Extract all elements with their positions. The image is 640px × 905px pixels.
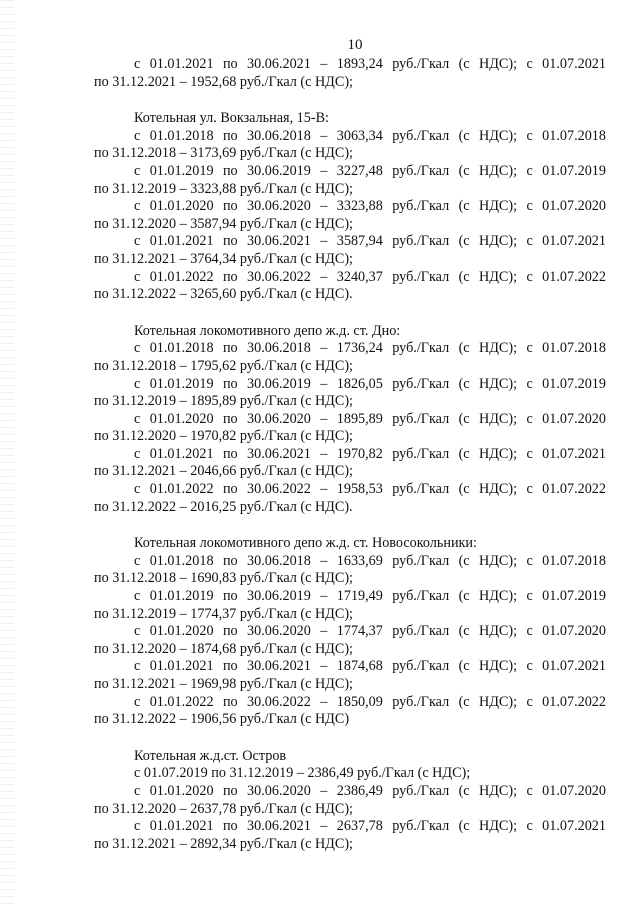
tariff-line: по 31.12.2022 – 3265,60 руб./Гкал (с НДС).	[94, 286, 353, 303]
tariff-line: с 01.01.2020 по 30.06.2020 – 3323,88 руб./Гкал (с НДС); с 01.07.2020	[134, 198, 606, 215]
tariff-line: по 31.12.2020 – 3587,94 руб./Гкал (с НДС);	[94, 215, 353, 232]
tariff-line: по 31.12.2022 – 2016,25 руб./Гкал (с НДС).	[94, 498, 353, 515]
tariff-line: по 31.12.2018 – 1795,62 руб./Гкал (с НДС);	[94, 357, 353, 374]
tariff-line: по 31.12.2021 – 3764,34 руб./Гкал (с НДС);	[94, 250, 353, 267]
tariff-line: по 31.12.2021 – 1969,98 руб./Гкал (с НДС);	[94, 676, 353, 692]
tariff-line: с 01.07.2019 по 31.12.2019 – 2386,49 руб./Гкал (с НДС);	[134, 765, 471, 782]
section-heading: Котельная ул. Вокзальная, 15-В:	[134, 110, 329, 127]
tariff-line: по 31.12.2019 – 3323,88 руб./Гкал (с НДС);	[94, 180, 353, 197]
tariff-line: по 31.12.2021 – 2046,66 руб./Гкал (с НДС);	[94, 463, 353, 480]
document-body	[94, 56, 606, 853]
tariff-line: по 31.12.2020 – 2637,78 руб./Гкал (с НДС);	[94, 800, 353, 817]
page-number: 10	[347, 37, 363, 53]
section-heading: Котельная локомотивного депо ж.д. ст. Дно:	[134, 322, 401, 339]
tariff-line: по 31.12.2018 – 3173,69 руб./Гкал (с НДС);	[94, 145, 353, 162]
tariff-line: по 31.12.2022 – 1906,56 руб./Гкал (с НДС)	[94, 711, 350, 728]
section-spacer	[94, 516, 606, 535]
tariff-line: с 01.01.2018 по 30.06.2018 – 3063,34 руб./Гкал (с НДС); с 01.07.2018	[134, 127, 606, 144]
tariff-line: по 31.12.2018 – 1690,83 руб./Гкал (с НДС);	[94, 570, 353, 587]
tariff-line: по 31.12.2020 – 1874,68 руб./Гкал (с НДС);	[94, 640, 353, 657]
top-block-line-1: с 01.01.2021 по 30.06.2021 – 1893,24 руб./Гкал (с НДС); с 01.07.2021	[134, 56, 606, 72]
tariff-line: с 01.01.2021 по 30.06.2021 – 1874,68 руб./Гкал (с НДС); с 01.07.2021	[134, 658, 606, 675]
tariff-line: с 01.01.2019 по 30.06.2019 – 1826,05 руб./Гкал (с НДС); с 01.07.2019	[134, 375, 606, 392]
tariff-line: с 01.01.2020 по 30.06.2020 – 2386,49 руб./Гкал (с НДС); с 01.07.2020	[134, 782, 606, 799]
tariff-line: с 01.01.2018 по 30.06.2018 – 1633,69 руб./Гкал (с НДС); с 01.07.2018	[134, 552, 606, 569]
tariff-sections	[94, 110, 606, 853]
scan-edge-artifact	[0, 0, 14, 905]
tariff-line: с 01.01.2020 по 30.06.2020 – 1774,37 руб./Гкал (с НДС); с 01.07.2020	[134, 623, 606, 640]
tariff-line: с 01.01.2019 по 30.06.2019 – 3227,48 руб./Гкал (с НДС); с 01.07.2019	[134, 162, 606, 179]
tariff-line: с 01.01.2019 по 30.06.2019 – 1719,49 руб./Гкал (с НДС); с 01.07.2019	[134, 588, 606, 605]
tariff-line: с 01.01.2020 по 30.06.2020 – 1895,89 руб./Гкал (с НДС); с 01.07.2020	[134, 410, 606, 427]
tariff-line: по 31.12.2021 – 2892,34 руб./Гкал (с НДС);	[94, 835, 353, 852]
tariff-line: с 01.01.2022 по 30.06.2022 – 3240,37 руб./Гкал (с НДС); с 01.07.2022	[134, 268, 606, 285]
section-heading: Котельная локомотивного депо ж.д. ст. Новосокольники:	[134, 535, 477, 552]
tariff-line: с 01.01.2021 по 30.06.2021 – 3587,94 руб./Гкал (с НДС); с 01.07.2021	[134, 233, 606, 250]
tariff-line: с 01.01.2018 по 30.06.2018 – 1736,24 руб./Гкал (с НДС); с 01.07.2018	[134, 340, 606, 357]
section-spacer	[94, 91, 606, 110]
tariff-line: по 31.12.2020 – 1970,82 руб./Гкал (с НДС);	[94, 428, 353, 445]
tariff-line: по 31.12.2019 – 1774,37 руб./Гкал (с НДС);	[94, 605, 353, 622]
section-spacer	[94, 729, 606, 748]
tariff-line: с 01.01.2022 по 30.06.2022 – 1958,53 руб./Гкал (с НДС); с 01.07.2022	[134, 481, 606, 498]
top-block-line-2: по 31.12.2021 – 1952,68 руб./Гкал (с НДС);	[94, 73, 353, 90]
tariff-line: по 31.12.2019 – 1895,89 руб./Гкал (с НДС);	[94, 393, 353, 410]
tariff-line: с 01.01.2021 по 30.06.2021 – 2637,78 руб./Гкал (с НДС); с 01.07.2021	[134, 818, 606, 835]
tariff-line: с 01.01.2021 по 30.06.2021 – 1970,82 руб./Гкал (с НДС); с 01.07.2021	[134, 445, 606, 462]
section-spacer	[94, 304, 606, 323]
tariff-line: с 01.01.2022 по 30.06.2022 – 1850,09 руб./Гкал (с НДС); с 01.07.2022	[134, 693, 606, 710]
section-heading: Котельная ж.д.ст. Остров	[134, 747, 287, 764]
